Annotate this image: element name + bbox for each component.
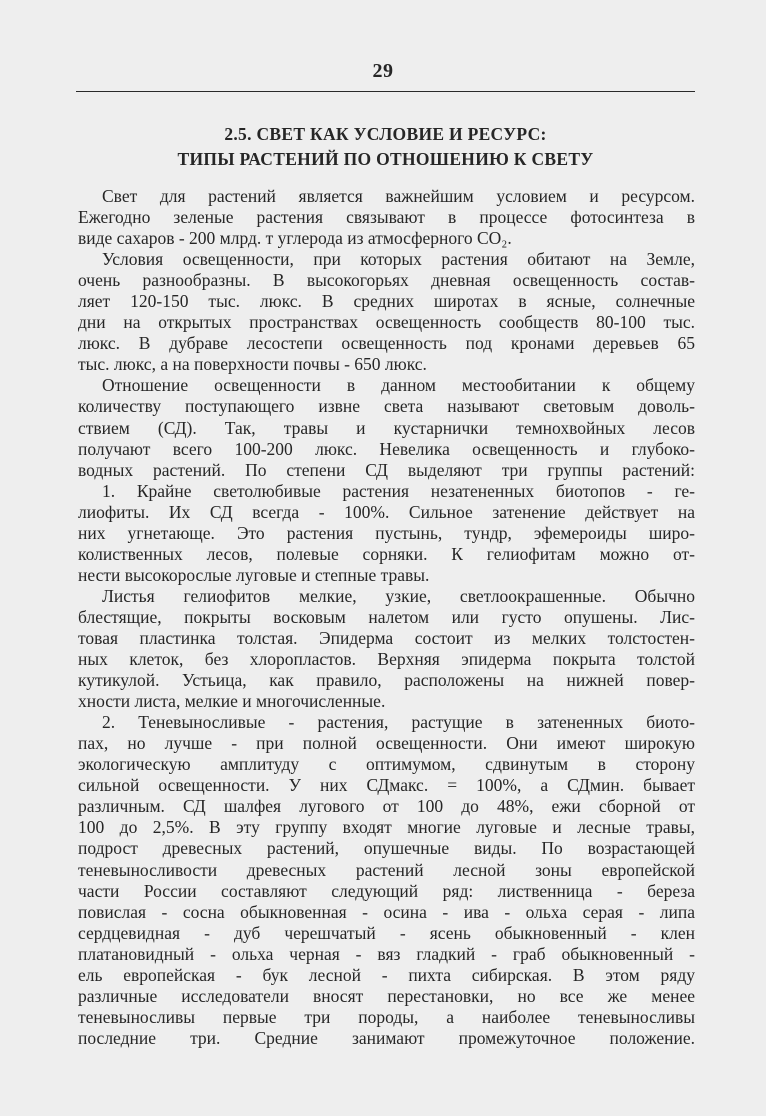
text-line: Свет для растений является важнейшим условием и ресурсом.	[102, 186, 695, 206]
text-line: виде сахаров - 200 млрд. т углерода из атмосферного CO₂.	[78, 228, 512, 249]
text-line: различные исследователи вносят перестановки, но все же менее	[78, 985, 695, 1006]
text-line: тыс. люкс, а на поверхности почвы - 650 люкс.	[78, 354, 427, 375]
text-line: подрост древесных растений, опушечные виды. По возрастающей	[78, 838, 695, 859]
text-line: очень разнообразны. В высокогорьях дневная освещенность состав-	[78, 270, 695, 291]
text-line: них угнетающе. Это растения пустынь, тундр, эфемероиды широ-	[78, 522, 695, 543]
text-line: люкс. В дубраве лесостепи освещенность под кронами деревьев 65	[78, 333, 695, 354]
text-line: сердцевидная - дуб черешчатый - ясень обыкновенный - клен	[78, 922, 695, 943]
text-line: различным. СД шалфея лугового от 100 до 48%, ежи сборной от	[78, 796, 695, 817]
text-line: блестящие, покрыты восковым налетом или густо опушены. Лис-	[78, 606, 695, 627]
text-line: 100 до 2,5%. В эту группу входят многие луговые и лесные травы,	[78, 817, 695, 838]
text-line: количеству поступающего извне света называют световым доволь-	[78, 396, 695, 417]
body-text	[78, 186, 695, 1049]
section-title	[76, 122, 695, 172]
text-line: 1. Крайне светолюбивые растения незатененных биотопов - ге-	[102, 480, 695, 501]
text-line: ляет 120-150 тыс. люкс. В средних широтах в ясные, солнечные	[78, 291, 695, 312]
text-line: водных растений. По степени СД выделяют три группы растений:	[78, 459, 695, 480]
text-line: дни на открытых пространствах освещенность сообществ 80-100 тыс.	[78, 312, 695, 333]
text-line: Ежегодно зеленые растения связывают в процессе фотосинтеза в	[78, 207, 695, 228]
text-line: товая пластинка толстая. Эпидерма состоит из мелких толстостен-	[78, 627, 695, 648]
text-line: лиофиты. Их СД всегда - 100%. Сильное затенение действует на	[78, 501, 695, 522]
text-line: экологическую амплитуду с оптимумом, сдвинутым в сторону	[78, 754, 695, 775]
text-line: ель европейская - бук лесной - пихта сибирская. В этом ряду	[78, 964, 695, 985]
text-line: Листья гелиофитов мелкие, узкие, светлоокрашенные. Обычно	[102, 585, 695, 606]
text-line: сильной освещенности. У них СДмакс. = 100%, а СДмин. бывает	[78, 775, 695, 796]
section-title-line: ТИПЫ РАСТЕНИЙ ПО ОТНОШЕНИЮ К СВЕТУ	[177, 149, 594, 169]
section-title-line: 2.5. СВЕТ КАК УСЛОВИЕ И РЕСУРС:	[224, 124, 547, 144]
text-line: 2. Теневыносливые - растения, растущие в затененных биото-	[102, 712, 695, 733]
text-line: платановидный - ольха черная - вяз гладкий - граб обыкновенный -	[78, 943, 695, 964]
text-line: получают всего 100-200 люкс. Невелика освещенность и глубоко-	[78, 438, 695, 459]
text-line: колиственных лесов, полевые сорняки. К гелиофитам можно от-	[78, 543, 695, 564]
text-line: части России составляют следующий ряд: лиственница - береза	[78, 880, 695, 901]
text-line: последние три. Средние занимают промежуточное положение.	[78, 1027, 695, 1048]
text-line: повислая - сосна обыкновенная - осина - ива - ольха серая - липа	[78, 901, 695, 922]
text-line: хности листа, мелкие и многочисленные.	[78, 691, 386, 712]
text-line: теневыносливости древесных растений лесной зоны европейской	[78, 859, 695, 880]
text-line: нести высокорослые луговые и степные травы.	[78, 564, 430, 585]
header-rule	[76, 91, 695, 92]
page-number: 29	[372, 60, 394, 82]
text-line: ных клеток, без хлоропластов. Верхняя эпидерма покрыта толстой	[78, 649, 695, 670]
text-line: Условия освещенности, при которых растения обитают на Земле,	[102, 249, 695, 270]
text-line: пах, но лучше - при полной освещенности. Они имеют широкую	[78, 733, 695, 754]
text-line: Отношение освещенности в данном местообитании к общему	[102, 375, 695, 396]
text-line: теневыносливы первые три породы, а наиболее теневыносливы	[78, 1006, 695, 1027]
text-line: кутикулой. Устьица, как правило, расположены на нижней повер-	[78, 670, 695, 691]
text-line: ствием (СД). Так, травы и кустарнички темнохвойных лесов	[78, 417, 695, 438]
